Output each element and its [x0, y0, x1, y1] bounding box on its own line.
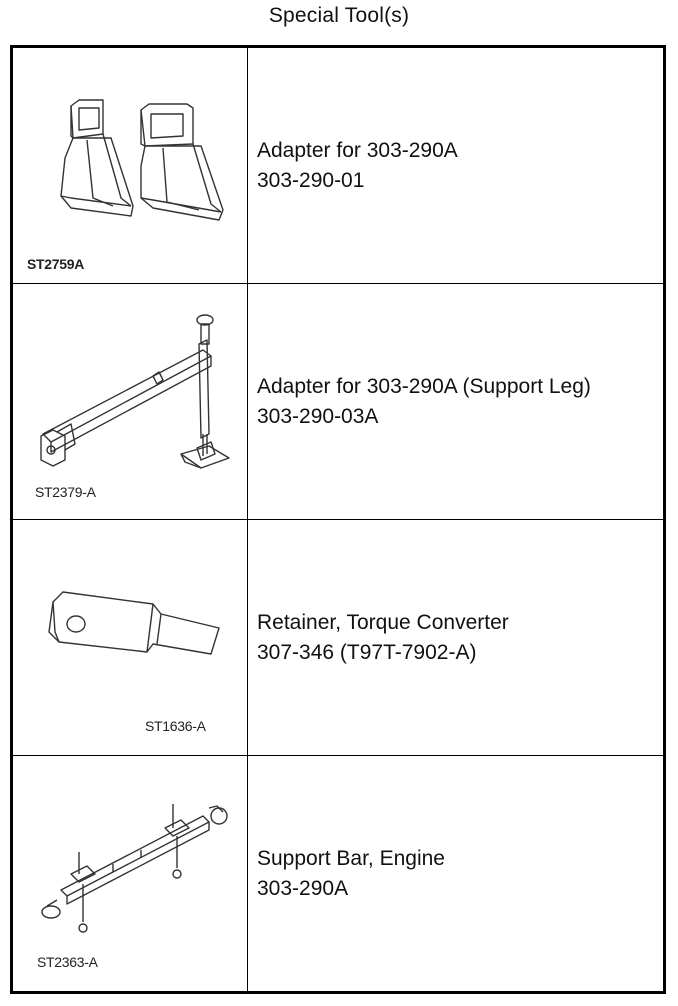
tool-row	[13, 48, 663, 284]
tool-name: Adapter for 303-290A	[257, 138, 458, 162]
page-title: Special Tool(s)	[268, 4, 410, 27]
tool-image-code: ST1636-A	[145, 718, 206, 734]
tool-number: 303-290A	[257, 876, 349, 900]
tool-image-cell	[13, 520, 248, 755]
adapter-brackets-icon	[13, 48, 247, 284]
retainer-plate-icon	[13, 520, 247, 756]
tool-number: 307-346 (T97T-7902-A)	[257, 640, 477, 664]
special-tools-table	[10, 45, 666, 994]
tool-image-code: ST2363-A	[37, 954, 98, 970]
tool-name: Retainer, Torque Converter	[257, 610, 509, 634]
tool-number: 303-290-01	[257, 168, 365, 192]
tool-row	[13, 284, 663, 520]
tool-image-cell	[13, 756, 248, 991]
tool-image-cell	[13, 48, 248, 283]
tool-image-code: ST2379-A	[35, 484, 96, 500]
tool-image-code: ST2759A	[27, 256, 85, 272]
tool-description	[248, 284, 663, 519]
tool-row	[13, 756, 663, 991]
tool-description	[248, 756, 663, 991]
tool-image-cell	[13, 284, 248, 519]
tool-number: 303-290-03A	[257, 404, 379, 428]
tool-name: Adapter for 303-290A (Support Leg)	[257, 374, 591, 398]
tool-row	[13, 520, 663, 756]
tool-description	[248, 48, 663, 283]
tool-description	[248, 520, 663, 755]
tool-name: Support Bar, Engine	[257, 846, 445, 870]
